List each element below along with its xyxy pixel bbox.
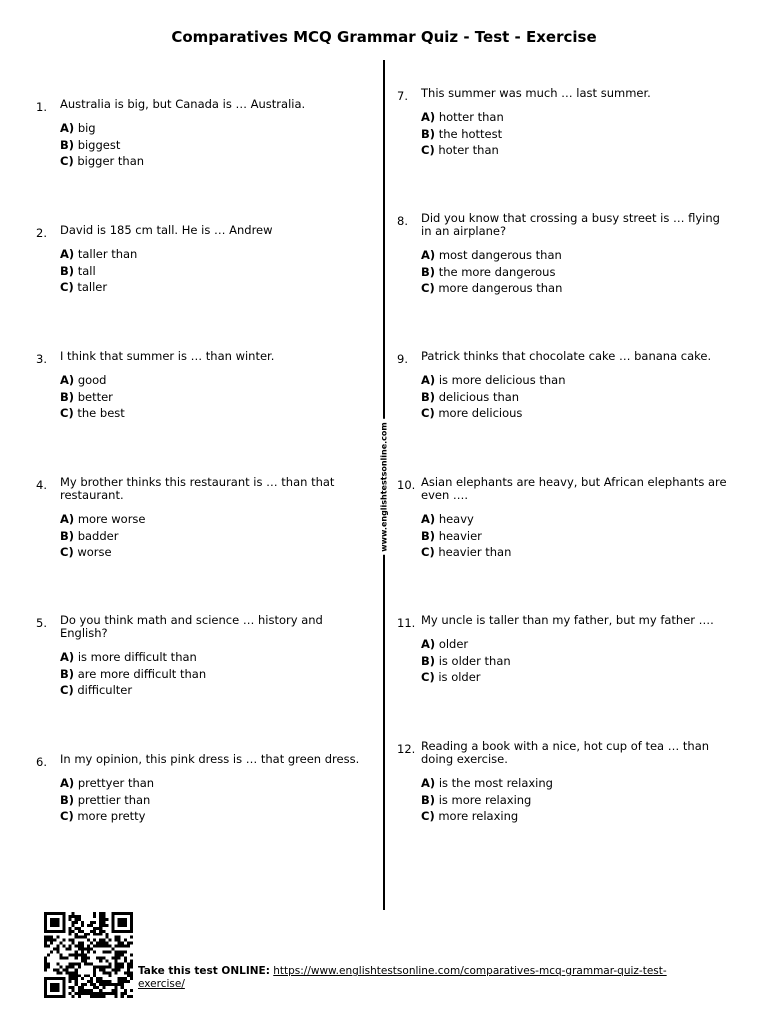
answer-option[interactable] xyxy=(421,808,727,825)
option-letter: C) xyxy=(421,143,435,157)
answer-option[interactable] xyxy=(421,389,727,406)
option-letter: B) xyxy=(421,389,436,404)
option-letter: A) xyxy=(421,776,436,790)
option-text: the more dangerous xyxy=(438,264,556,279)
option-text: difficulter xyxy=(77,683,133,697)
option-text: is more delicious than xyxy=(438,373,566,387)
question-8 xyxy=(397,212,727,297)
footer-label: Take this test ONLINE: xyxy=(138,965,270,977)
option-letter: C) xyxy=(60,406,74,420)
option-text: older xyxy=(438,637,469,651)
question-number: 11. xyxy=(397,616,416,630)
answer-options xyxy=(421,775,727,825)
option-letter: C) xyxy=(421,545,435,559)
option-letter: A) xyxy=(421,512,436,526)
option-letter: C) xyxy=(421,406,435,420)
question-number: 10. xyxy=(397,478,416,492)
option-text: the best xyxy=(77,406,125,420)
option-text: is more difficult than xyxy=(77,650,197,664)
question-text: Reading a book with a nice, hot cup of tea … than doing exercise. xyxy=(421,739,710,766)
answer-option[interactable] xyxy=(60,389,366,406)
answer-option[interactable] xyxy=(60,263,366,280)
option-letter: C) xyxy=(421,670,435,684)
option-text: prettyer than xyxy=(77,776,155,790)
option-text: taller xyxy=(77,280,108,294)
option-text: bigger than xyxy=(77,154,145,168)
question-text: Australia is big, but Canada is … Australia. xyxy=(60,97,306,111)
option-text: is more relaxing xyxy=(438,792,532,807)
answer-option[interactable] xyxy=(60,528,366,545)
answer-options xyxy=(60,120,366,170)
question-number: 1. xyxy=(36,100,47,114)
site-watermark: www.englishtestsonline.com xyxy=(380,419,389,555)
answer-option[interactable] xyxy=(60,808,366,825)
answer-options xyxy=(60,775,366,825)
question-text: Did you know that crossing a busy street is … flying in an airplane? xyxy=(421,211,720,238)
option-letter: B) xyxy=(421,792,436,807)
option-letter: B) xyxy=(60,263,75,278)
option-text: biggest xyxy=(77,137,121,152)
option-text: more delicious xyxy=(438,406,523,420)
option-text: good xyxy=(77,373,107,387)
option-letter: C) xyxy=(60,683,74,697)
answer-option[interactable] xyxy=(421,669,727,686)
question-number: 9. xyxy=(397,352,408,366)
option-text: is the most relaxing xyxy=(438,776,553,790)
answer-option[interactable] xyxy=(421,792,727,809)
option-letter: C) xyxy=(421,281,435,295)
question-10 xyxy=(397,476,727,561)
question-text: This summer was much … last summer. xyxy=(421,86,651,100)
option-text: are more difficult than xyxy=(77,666,207,681)
option-letter: A) xyxy=(60,776,75,790)
option-letter: A) xyxy=(421,248,436,262)
option-text: delicious than xyxy=(438,389,520,404)
answer-option[interactable] xyxy=(60,120,366,137)
question-12 xyxy=(397,740,727,825)
option-text: tall xyxy=(77,263,96,278)
footer xyxy=(138,965,698,990)
answer-option[interactable] xyxy=(60,137,366,154)
question-3 xyxy=(36,350,366,422)
answer-option[interactable] xyxy=(421,511,727,528)
answer-option[interactable] xyxy=(421,280,727,297)
answer-options xyxy=(421,636,727,686)
answer-option[interactable] xyxy=(60,279,366,296)
answer-options xyxy=(60,246,366,296)
option-letter: C) xyxy=(421,809,435,823)
question-number: 6. xyxy=(36,755,47,769)
option-text: hoter than xyxy=(438,143,499,157)
option-letter: A) xyxy=(60,247,75,261)
option-text: more relaxing xyxy=(438,809,519,823)
answer-options xyxy=(421,109,727,159)
option-letter: B) xyxy=(421,126,436,141)
answer-option[interactable] xyxy=(421,636,727,653)
answer-option[interactable] xyxy=(60,246,366,263)
question-7 xyxy=(397,87,727,159)
option-text: big xyxy=(77,121,96,135)
option-text: the hottest xyxy=(438,126,503,141)
option-text: badder xyxy=(77,528,119,543)
answer-option[interactable] xyxy=(421,544,727,561)
question-11 xyxy=(397,614,727,686)
answer-options xyxy=(60,372,366,422)
option-letter: A) xyxy=(60,121,75,135)
question-5 xyxy=(36,614,366,699)
question-number: 12. xyxy=(397,742,416,756)
answer-options xyxy=(421,372,727,422)
option-letter: A) xyxy=(421,637,436,651)
option-text: heavy xyxy=(438,512,474,526)
answer-option[interactable] xyxy=(60,405,366,422)
option-letter: B) xyxy=(60,389,75,404)
option-letter: A) xyxy=(421,110,436,124)
question-number: 4. xyxy=(36,478,47,492)
question-text: In my opinion, this pink dress is … that green dress. xyxy=(60,752,360,766)
answer-option[interactable] xyxy=(60,511,366,528)
question-1 xyxy=(36,98,366,170)
answer-options xyxy=(60,649,366,699)
option-text: is older than xyxy=(438,653,511,668)
question-9 xyxy=(397,350,727,422)
option-text: taller than xyxy=(77,247,138,261)
option-letter: B) xyxy=(60,528,75,543)
answer-option[interactable] xyxy=(60,649,366,666)
answer-option[interactable] xyxy=(60,792,366,809)
question-text: My uncle is taller than my father, but my father …. xyxy=(421,613,714,627)
answer-option[interactable] xyxy=(60,682,366,699)
answer-option[interactable] xyxy=(421,126,727,143)
question-text: My brother thinks this restaurant is … than that restaurant. xyxy=(60,475,335,502)
option-letter: B) xyxy=(60,792,75,807)
answer-option[interactable] xyxy=(421,653,727,670)
answer-option[interactable] xyxy=(60,372,366,389)
question-text: Patrick thinks that chocolate cake … banana cake. xyxy=(421,349,712,363)
option-letter: C) xyxy=(60,809,74,823)
answer-option[interactable] xyxy=(421,247,727,264)
question-text: Asian elephants are heavy, but African elephants are even …. xyxy=(421,475,727,502)
option-text: better xyxy=(77,389,113,404)
answer-option[interactable] xyxy=(421,405,727,422)
page-title: Comparatives MCQ Grammar Quiz - Test - Exercise xyxy=(171,28,597,46)
question-text: Do you think math and science … history and English? xyxy=(60,613,323,640)
option-letter: A) xyxy=(60,650,75,664)
answer-option[interactable] xyxy=(60,666,366,683)
option-text: more dangerous than xyxy=(438,281,563,295)
option-letter: C) xyxy=(60,154,74,168)
option-text: is older xyxy=(438,670,481,684)
option-text: more worse xyxy=(77,512,146,526)
option-letter: B) xyxy=(60,666,75,681)
answer-option[interactable] xyxy=(421,528,727,545)
answer-option[interactable] xyxy=(60,775,366,792)
option-letter: B) xyxy=(421,528,436,543)
answer-option[interactable] xyxy=(421,142,727,159)
answer-option[interactable] xyxy=(421,109,727,126)
question-text: I think that summer is … than winter. xyxy=(60,349,275,363)
question-number: 8. xyxy=(397,214,408,228)
option-letter: A) xyxy=(421,373,436,387)
question-number: 5. xyxy=(36,616,47,630)
answer-options xyxy=(421,247,727,297)
qr-code[interactable] xyxy=(44,912,133,998)
option-text: hotter than xyxy=(438,110,504,124)
question-text: David is 185 cm tall. He is … Andrew xyxy=(60,223,273,237)
option-text: heavier than xyxy=(438,545,512,559)
option-letter: A) xyxy=(60,373,75,387)
option-letter: C) xyxy=(60,545,74,559)
option-text: more pretty xyxy=(77,809,146,823)
answer-option[interactable] xyxy=(60,153,366,170)
answer-options xyxy=(60,511,366,561)
question-4 xyxy=(36,476,366,561)
question-2 xyxy=(36,224,366,296)
question-number: 7. xyxy=(397,89,408,103)
answer-option[interactable] xyxy=(421,775,727,792)
option-letter: A) xyxy=(60,512,75,526)
question-number: 3. xyxy=(36,352,47,366)
option-letter: C) xyxy=(60,280,74,294)
option-text: worse xyxy=(77,545,112,559)
option-text: heavier xyxy=(438,528,482,543)
answer-option[interactable] xyxy=(60,544,366,561)
answer-option[interactable] xyxy=(421,264,727,281)
question-number: 2. xyxy=(36,226,47,240)
answer-options xyxy=(421,511,727,561)
online-test-link[interactable]: https://www.englishtestsonline.com/comparatives-mcq-grammar-quiz-test-exercise/ xyxy=(138,965,667,990)
option-letter: B) xyxy=(421,653,436,668)
option-text: prettier than xyxy=(77,792,151,807)
option-letter: B) xyxy=(60,137,75,152)
answer-option[interactable] xyxy=(421,372,727,389)
option-text: most dangerous than xyxy=(438,248,562,262)
option-letter: B) xyxy=(421,264,436,279)
question-6 xyxy=(36,753,366,825)
